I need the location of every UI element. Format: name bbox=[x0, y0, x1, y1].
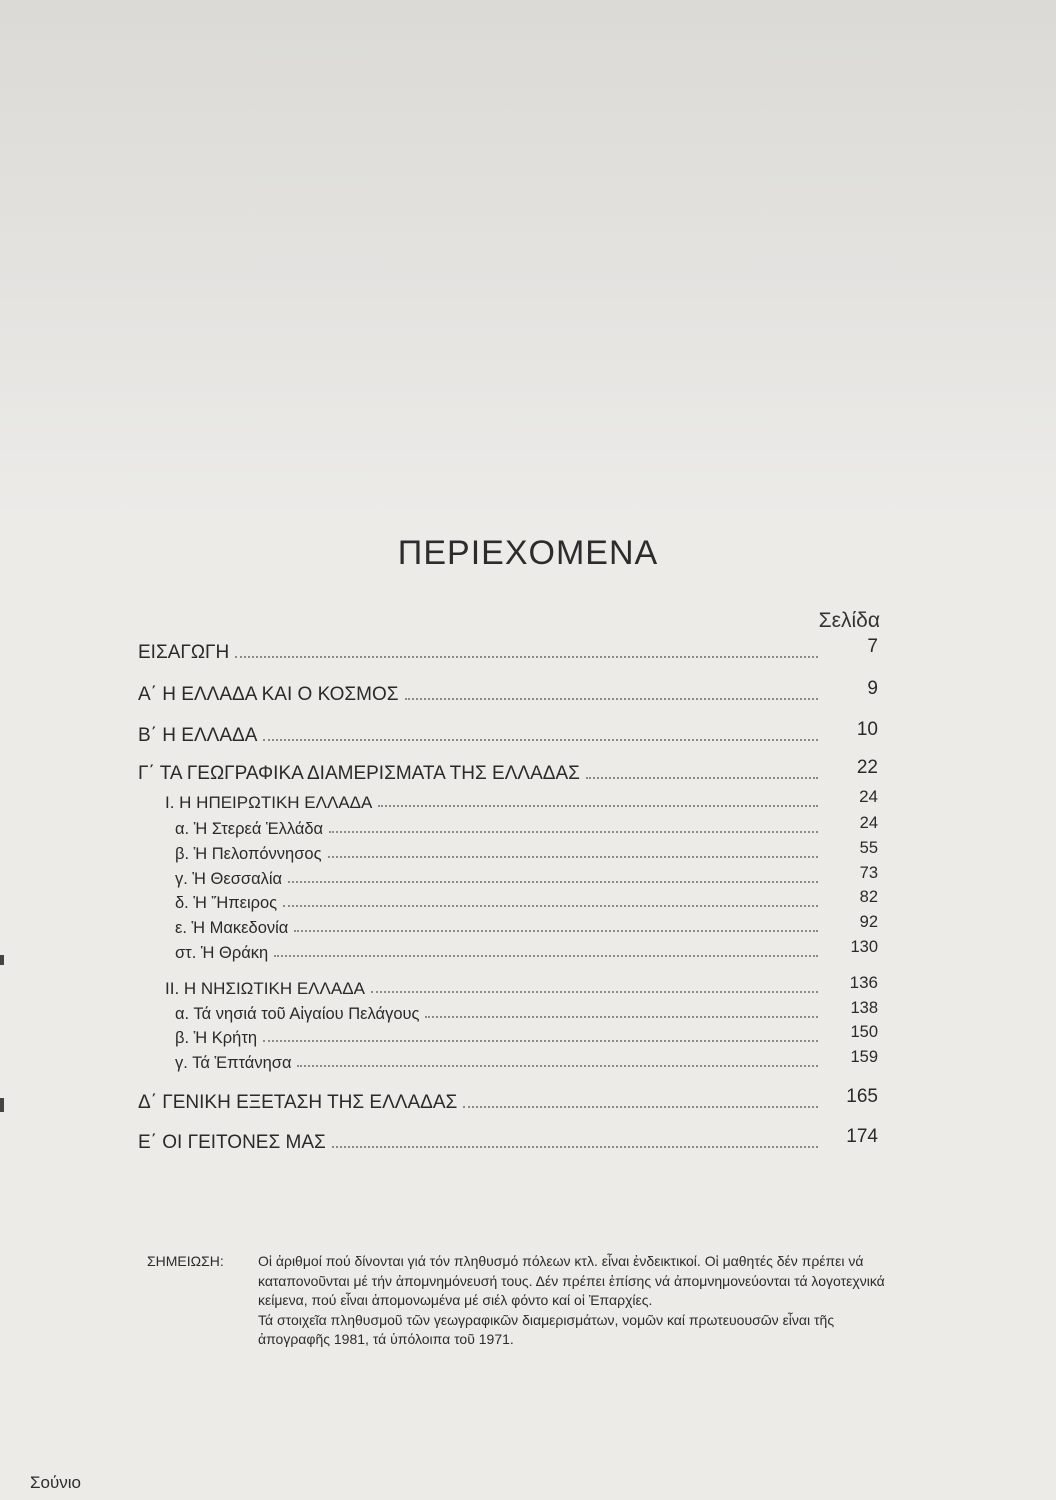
toc-label: Β΄ Η ΕΛΛΑΔΑ bbox=[138, 725, 258, 746]
dot-leader bbox=[283, 905, 818, 907]
toc-label: στ. Ἡ Θράκη bbox=[175, 944, 269, 962]
toc-page-number: 9 bbox=[867, 678, 878, 699]
dot-leader bbox=[288, 881, 818, 883]
dot-leader bbox=[332, 1146, 818, 1148]
toc-entry-g2c[interactable] bbox=[175, 1047, 878, 1073]
toc-page-number: 138 bbox=[850, 999, 878, 1017]
toc-entry-g2b[interactable] bbox=[175, 1022, 878, 1048]
toc-page-number: 22 bbox=[856, 757, 878, 778]
dot-leader bbox=[329, 831, 818, 833]
toc-page-number: 150 bbox=[850, 1023, 878, 1041]
toc-page-number: 82 bbox=[859, 888, 878, 906]
dot-leader bbox=[378, 805, 818, 807]
toc-label: δ. Ἡ Ἤπειρος bbox=[175, 894, 278, 912]
toc-label: α. Ἡ Στερεά Ἑλλάδα bbox=[175, 820, 324, 838]
toc-label: Δ΄ ΓΕΝΙΚΗ ΕΞΕΤΑΣΗ ΤΗΣ ΕΛΛΑΔΑΣ bbox=[138, 1092, 458, 1113]
toc-label: Ι. Η ΗΠΕΙΡΩΤΙΚΗ ΕΛΛΑΔΑ bbox=[165, 793, 373, 812]
toc-entry-g2[interactable] bbox=[165, 973, 878, 999]
dot-leader bbox=[371, 991, 818, 993]
toc-label: γ. Ἡ Θεσσαλία bbox=[175, 870, 283, 888]
toc-label: Α΄ Η ΕΛΛΑΔΑ ΚΑΙ Ο ΚΟΣΜΟΣ bbox=[138, 684, 399, 705]
toc-page-number: 73 bbox=[859, 864, 878, 882]
margin-mark bbox=[0, 955, 4, 965]
toc-entry-g1d[interactable] bbox=[175, 887, 878, 913]
toc-page-number: 92 bbox=[859, 913, 878, 931]
toc-label: ΙΙ. Η ΝΗΣΙΩΤΙΚΗ ΕΛΛΑΔΑ bbox=[165, 979, 365, 998]
toc-entry-e[interactable] bbox=[138, 1128, 878, 1154]
image-caption: Σούνιο bbox=[30, 1473, 81, 1492]
toc-entry-g1e[interactable] bbox=[175, 912, 878, 938]
page-title: ΠΕΡΙΕΧΟΜΕΝΑ bbox=[397, 534, 659, 572]
toc-entry-g1b[interactable] bbox=[175, 838, 878, 864]
dot-leader bbox=[263, 1040, 818, 1042]
toc-label: Γ΄ ΤΑ ΓΕΩΓΡΑΦΙΚΑ ΔΙΑΜΕΡΙΣΜΑΤΑ ΤΗΣ ΕΛΛΑΔΑΣ bbox=[138, 763, 580, 784]
dot-leader bbox=[274, 955, 818, 957]
toc-entry-g1a[interactable] bbox=[175, 813, 878, 839]
toc-page-number: 136 bbox=[849, 973, 878, 992]
dot-leader bbox=[297, 1065, 818, 1067]
note-label: ΣΗΜΕΙΩΣΗ: bbox=[147, 1253, 224, 1269]
toc-page-number: 10 bbox=[856, 719, 878, 740]
toc-page-number: 174 bbox=[846, 1126, 878, 1147]
toc-label: γ. Τά Ἑπτάνησα bbox=[175, 1054, 292, 1072]
toc-page-number: 55 bbox=[859, 839, 878, 857]
note-paragraph-2: Τά στοιχεῖα πληθυσμοῦ τῶν γεωγραφικῶν διαμερισμάτων, νομῶν καί πρωτευουσῶν εἶναι τῆς ἀπογραφῆς 1981, τά ὑπόλοιπα τοῦ 1971. bbox=[258, 1311, 835, 1347]
toc-entry-eisagogi[interactable] bbox=[138, 638, 878, 664]
toc-entry-g1f[interactable] bbox=[175, 937, 878, 963]
dot-leader bbox=[425, 1016, 818, 1018]
toc-label: β. Ἡ Κρήτη bbox=[175, 1029, 258, 1047]
toc-label: α. Τά νησιά τοῦ Αἰγαίου Πελάγους bbox=[175, 1005, 420, 1023]
toc-label: β. Ἡ Πελοπόννησος bbox=[175, 845, 322, 863]
note-paragraph-1: Οἱ ἀριθμοί πού δίνονται γιά τόν πληθυσμό πόλεων κτλ. εἶναι ἐνδεικτικοί. Οἱ μαθητές δέν πρέπει νά καταπονοῦνται μέ τήν ἀπομνημόνευσή τους. Δέν πρέπει ἐπίσης νά ἀπομνημονεύονται τά λογοτεχνικά κείμενα, πού εἶναι ἀπομονωμένα μέ σιέλ φόντο καί οἱ Ἐπαρχίες. bbox=[258, 1253, 885, 1308]
toc-entry-a[interactable] bbox=[138, 680, 878, 706]
toc-page-number: 24 bbox=[859, 787, 878, 806]
faded-background-image bbox=[0, 0, 1056, 520]
page-column-header: Σελίδα bbox=[818, 609, 880, 632]
dot-leader bbox=[463, 1106, 818, 1108]
toc-entry-b[interactable] bbox=[138, 721, 878, 747]
toc-page-number: 165 bbox=[846, 1086, 878, 1107]
toc-page-number: 130 bbox=[850, 938, 878, 956]
toc-page-number: 7 bbox=[867, 636, 878, 657]
toc-label: ε. Ἡ Μακεδονία bbox=[175, 919, 289, 937]
toc-entry-g2a[interactable] bbox=[175, 998, 878, 1024]
dot-leader bbox=[586, 777, 818, 779]
toc-label: ΕΙΣΑΓΩΓΗ bbox=[138, 642, 230, 663]
toc-page-number: 24 bbox=[859, 814, 878, 832]
toc-label: Ε΄ ΟΙ ΓΕΙΤΟΝΕΣ ΜΑΣ bbox=[138, 1132, 326, 1153]
note-body bbox=[258, 1252, 892, 1350]
dot-leader bbox=[328, 856, 818, 858]
toc-entry-g[interactable] bbox=[138, 759, 878, 785]
toc-entry-d[interactable] bbox=[138, 1088, 878, 1114]
dot-leader bbox=[235, 656, 818, 658]
dot-leader bbox=[294, 930, 818, 932]
dot-leader bbox=[263, 739, 818, 741]
toc-entry-g1c[interactable] bbox=[175, 863, 878, 889]
toc-entry-g1[interactable] bbox=[165, 787, 878, 813]
dot-leader bbox=[405, 698, 818, 700]
margin-mark bbox=[0, 1098, 4, 1112]
toc-page-number: 159 bbox=[850, 1048, 878, 1066]
